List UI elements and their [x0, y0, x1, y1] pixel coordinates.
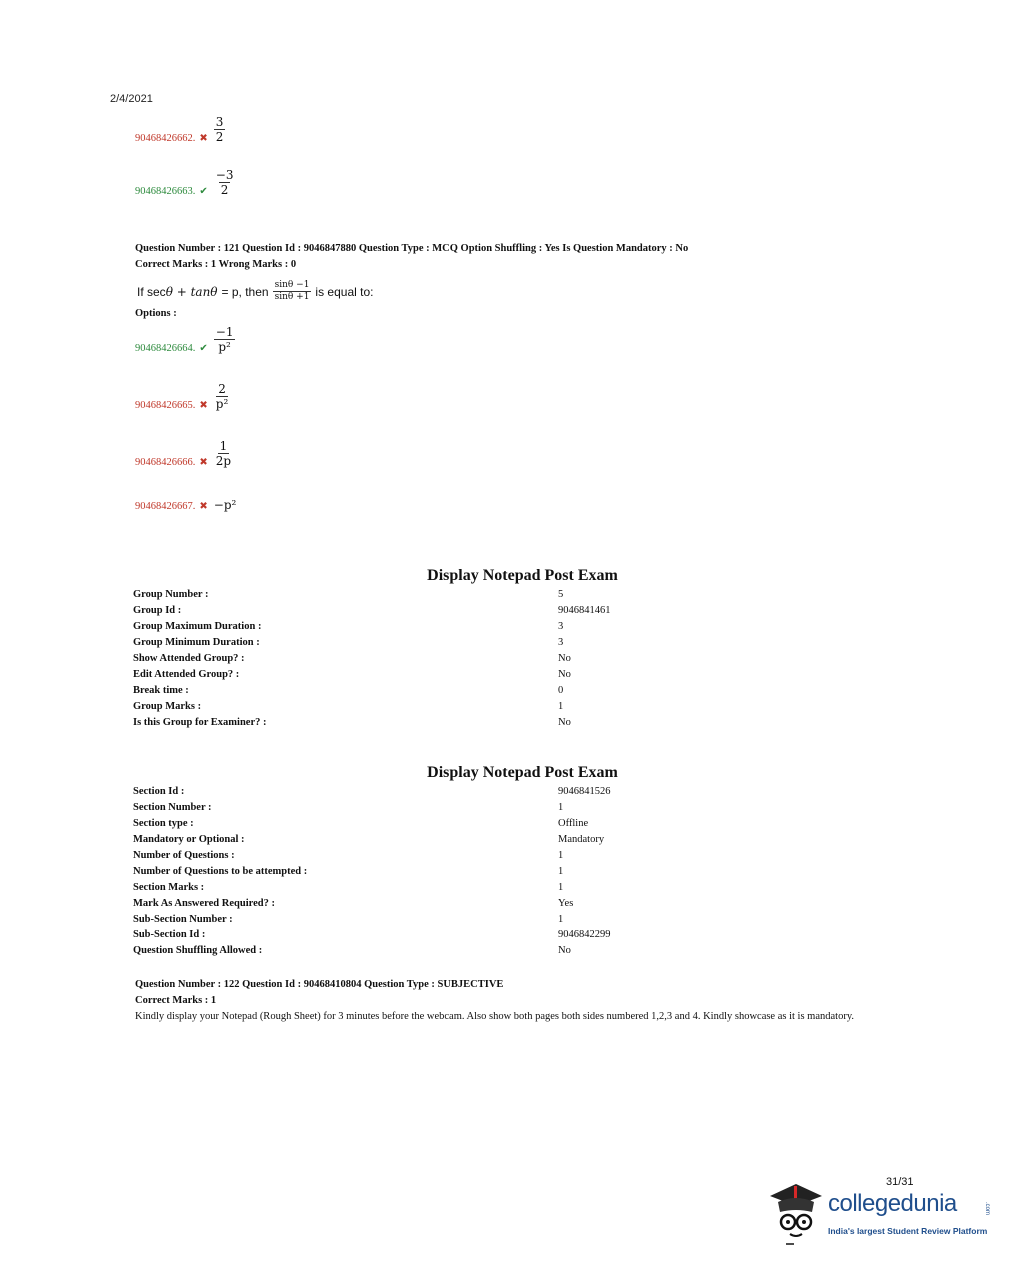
option-value: $\frac{3}{2}$ [215, 115, 224, 144]
option-id: 90468426664. [135, 343, 196, 354]
check-icon: ✔ [199, 343, 208, 354]
options-label: Options : [135, 308, 177, 319]
logo-suffix: .com [984, 1202, 990, 1216]
option-id: 90468426667. [135, 501, 196, 512]
option-row [135, 382, 230, 411]
option-value: $\frac{-1}{\text{p²}}$ [215, 325, 234, 354]
detail-row: Group Id : 9046841461 [133, 605, 611, 617]
wrong-icon: ✖ [199, 457, 208, 468]
detail-row: Group Number : 5 [133, 589, 564, 601]
option-id: 90468426662. [135, 133, 196, 144]
detail-row: Section Number : 1 [133, 802, 564, 814]
statement-fraction: $\frac{\sin\theta -1}{\sin\theta +1}$ [274, 280, 310, 302]
detail-row: Section Id : 9046841526 [133, 786, 611, 798]
check-icon: ✔ [199, 186, 208, 197]
section-details [133, 784, 633, 959]
option-id: 90468426663. [135, 186, 196, 197]
wrong-icon: ✖ [199, 501, 208, 512]
option-row [135, 439, 233, 468]
logo-wordmark: collegedunia [828, 1190, 957, 1217]
option-row [135, 115, 225, 144]
wrong-icon: ✖ [199, 400, 208, 411]
option-id: 90468426666. [135, 457, 196, 468]
question-text: Kindly display your Notepad (Rough Sheet) for 3 minutes before the webcam. Also show both pages both sides numbered 1,2,3 and 4. Kindly showcase as it is mandatory. [135, 1011, 855, 1022]
detail-row: Edit Attended Group? : No [133, 668, 571, 680]
option-value: $\frac{1}{2p}$ [215, 439, 232, 468]
group-details [133, 587, 633, 730]
question-statement: If sec θ + tanθ = p, then $\frac{\sin\theta -1}{\sin\theta +1}$ is equal to: [137, 280, 374, 302]
detail-row: Question Shuffling Allowed : No [133, 945, 571, 957]
detail-row: Break time : 0 [133, 684, 564, 696]
option-row [135, 168, 235, 197]
detail-row: Section type : Offline [133, 818, 589, 830]
option-value: $\frac{2}{\text{p²}}$ [215, 382, 229, 411]
detail-row: Number of Questions to be attempted : 1 [133, 865, 564, 877]
detail-row: Sub-Section Id : 9046842299 [133, 929, 611, 941]
question-header: Question Number : 121 Question Id : 9046847880 Question Type : MCQ Option Shuffling : Yes Is Question Mandatory : No Correct Marks : 1 Wrong Marks : 0 [135, 243, 689, 270]
detail-row: Is this Group for Examiner? : No [133, 716, 571, 728]
option-row [135, 325, 235, 354]
detail-row: Group Minimum Duration : 3 [133, 637, 564, 649]
collegedunia-mascot-icon [766, 1178, 826, 1248]
question-header: Question Number : 122 Question Id : 90468410804 Question Type : SUBJECTIVE Correct Marks : 1 [135, 979, 504, 1006]
option-row [135, 498, 236, 512]
detail-row: Group Marks : 1 [133, 700, 564, 712]
print-date: 2/4/2021 [110, 93, 153, 105]
page-number: 31/31 [886, 1176, 914, 1188]
detail-row: Number of Questions : 1 [133, 850, 564, 861]
detail-row: Sub-Section Number : 1 [133, 913, 564, 925]
detail-row: Mark As Answered Required? : Yes [133, 897, 574, 909]
group-heading: Display Notepad Post Exam [427, 567, 618, 584]
option-id: 90468426665. [135, 400, 196, 411]
option-value: −p² [213, 498, 237, 512]
detail-row: Section Marks : 1 [133, 881, 564, 893]
detail-row: Group Maximum Duration : 3 [133, 621, 564, 633]
option-value: $\frac{-3}{2}$ [215, 168, 234, 197]
detail-row: Show Attended Group? : No [133, 653, 571, 664]
detail-row: Mandatory or Optional : Mandatory [133, 834, 605, 846]
section-heading: Display Notepad Post Exam [427, 764, 618, 781]
logo-tagline: India's largest Student Review Platform [828, 1226, 988, 1236]
wrong-icon: ✖ [199, 133, 208, 144]
